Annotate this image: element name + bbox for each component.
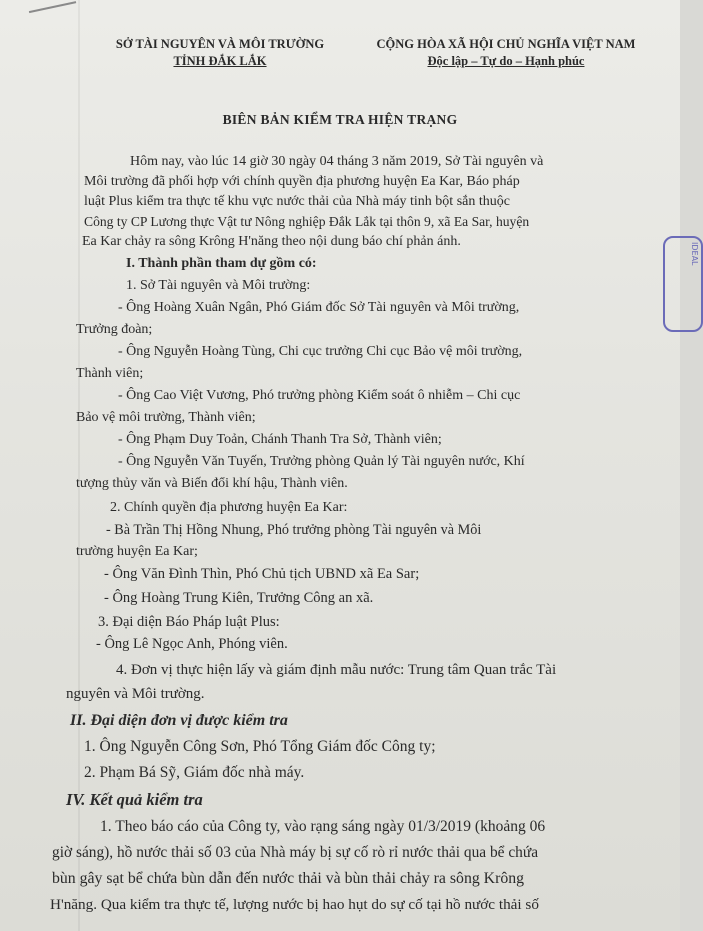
list-item: 1. Ông Nguyễn Công Sơn, Phó Tổng Giám đốc Công ty; — [84, 738, 436, 755]
member-line: - Ông Nguyễn Hoàng Tùng, Chi cục trưởng Chi cục Bảo vệ môi trường, — [118, 344, 523, 359]
subsection-heading: 2. Chính quyền địa phương huyện Ea Kar: — [110, 500, 348, 515]
side-stamp: IDEAL — [663, 236, 703, 332]
member-line: Bảo vệ môi trường, Thành viên; — [76, 410, 256, 425]
member-line: Trưởng đoàn; — [76, 322, 153, 337]
member-line: Thành viên; — [76, 366, 144, 381]
member-line: - Ông Hoàng Xuân Ngân, Phó Giám đốc Sở Tài nguyên và Môi trường, — [118, 300, 520, 315]
pen-mark — [29, 1, 79, 27]
intro-line: luật Plus kiểm tra thực tế khu vực nước thải của Nhà máy tinh bột sắn thuộc — [84, 194, 510, 209]
intro-line: Môi trường đã phối hợp với chính quyền địa phương huyện Ea Kar, Báo pháp — [84, 174, 520, 189]
member-line: tượng thủy văn và Biến đổi khí hậu, Thành viên. — [76, 476, 348, 491]
subsection-line: nguyên và Môi trường. — [66, 686, 205, 702]
member-line: - Ông Lê Ngọc Anh, Phóng viên. — [96, 636, 288, 652]
section-heading: I. Thành phần tham dự gồm có: — [126, 256, 317, 271]
paragraph-line: giờ sáng), hồ nước thải số 03 của Nhà máy bị sự cố rò rỉ nước thải qua bể chứa — [52, 844, 539, 861]
section-heading: IV. Kết quả kiểm tra — [66, 790, 203, 809]
member-line: - Ông Văn Đình Thìn, Phó Chủ tịch UBND xã Ea Sar; — [104, 566, 420, 582]
paragraph-line: H'năng. Qua kiểm tra thực tế, lượng nước bị hao hụt do sự cố tại hồ nước thải số — [50, 896, 539, 913]
subsection-heading: 3. Đại diện Báo Pháp luật Plus: — [98, 614, 280, 630]
list-item: 2. Phạm Bá Sỹ, Giám đốc nhà máy. — [84, 764, 305, 781]
member-line: - Ông Phạm Duy Toản, Chánh Thanh Tra Sở, Thành viên; — [118, 432, 442, 447]
member-line: trường huyện Ea Kar; — [76, 544, 198, 559]
issuing-agency — [105, 36, 335, 70]
intro-line: Hôm nay, vào lúc 14 giờ 30 ngày 04 tháng 3 năm 2019, Sở Tài nguyên và — [130, 154, 544, 169]
paragraph-line: bùn gây sạt bể chứa bùn dẫn đến nước thải và bùn thải chảy ra sông Krông — [52, 870, 525, 887]
national-title: CỘNG HÒA XÃ HỘI CHỦ NGHĨA VIỆT NAM — [376, 37, 636, 51]
section-heading: II. Đại diện đơn vị được kiểm tra — [70, 712, 288, 729]
member-line: - Ông Nguyễn Văn Tuyến, Trưởng phòng Quản lý Tài nguyên nước, Khí — [118, 454, 525, 469]
subsection-heading: 1. Sở Tài nguyên và Môi trường: — [126, 278, 311, 293]
document-header — [0, 36, 680, 76]
national-motto: Độc lập – Tự do – Hạnh phúc — [427, 54, 585, 68]
intro-line: Ea Kar chảy ra sông Krông H'năng theo nội dung báo chí phản ánh. — [82, 234, 461, 249]
document-title: BIÊN BẢN KIỂM TRA HIỆN TRẠNG — [222, 112, 458, 127]
agency-province: TỈNH ĐẮK LẮK — [173, 54, 267, 68]
paragraph-line: 1. Theo báo cáo của Công ty, vào rạng sáng ngày 01/3/2019 (khoảng 06 — [100, 818, 546, 835]
member-line: - Bà Trần Thị Hồng Nhung, Phó trưởng phòng Tài nguyên và Môi — [106, 522, 482, 538]
member-line: - Ông Hoàng Trung Kiên, Trưởng Công an xã. — [104, 590, 374, 606]
agency-name: SỞ TÀI NGUYÊN VÀ MÔI TRƯỜNG — [115, 37, 325, 51]
subsection-line: 4. Đơn vị thực hiện lấy và giám định mẫu nước: Trung tâm Quan trắc Tài — [116, 662, 557, 678]
intro-line: Công ty CP Lương thực Vật tư Nông nghiệp Đắk Lắk tại thôn 9, xã Ea Sar, huyện — [84, 214, 530, 229]
member-line: - Ông Cao Việt Vương, Phó trưởng phòng Kiểm soát ô nhiễm – Chi cục — [118, 388, 521, 403]
national-heading — [366, 36, 646, 70]
